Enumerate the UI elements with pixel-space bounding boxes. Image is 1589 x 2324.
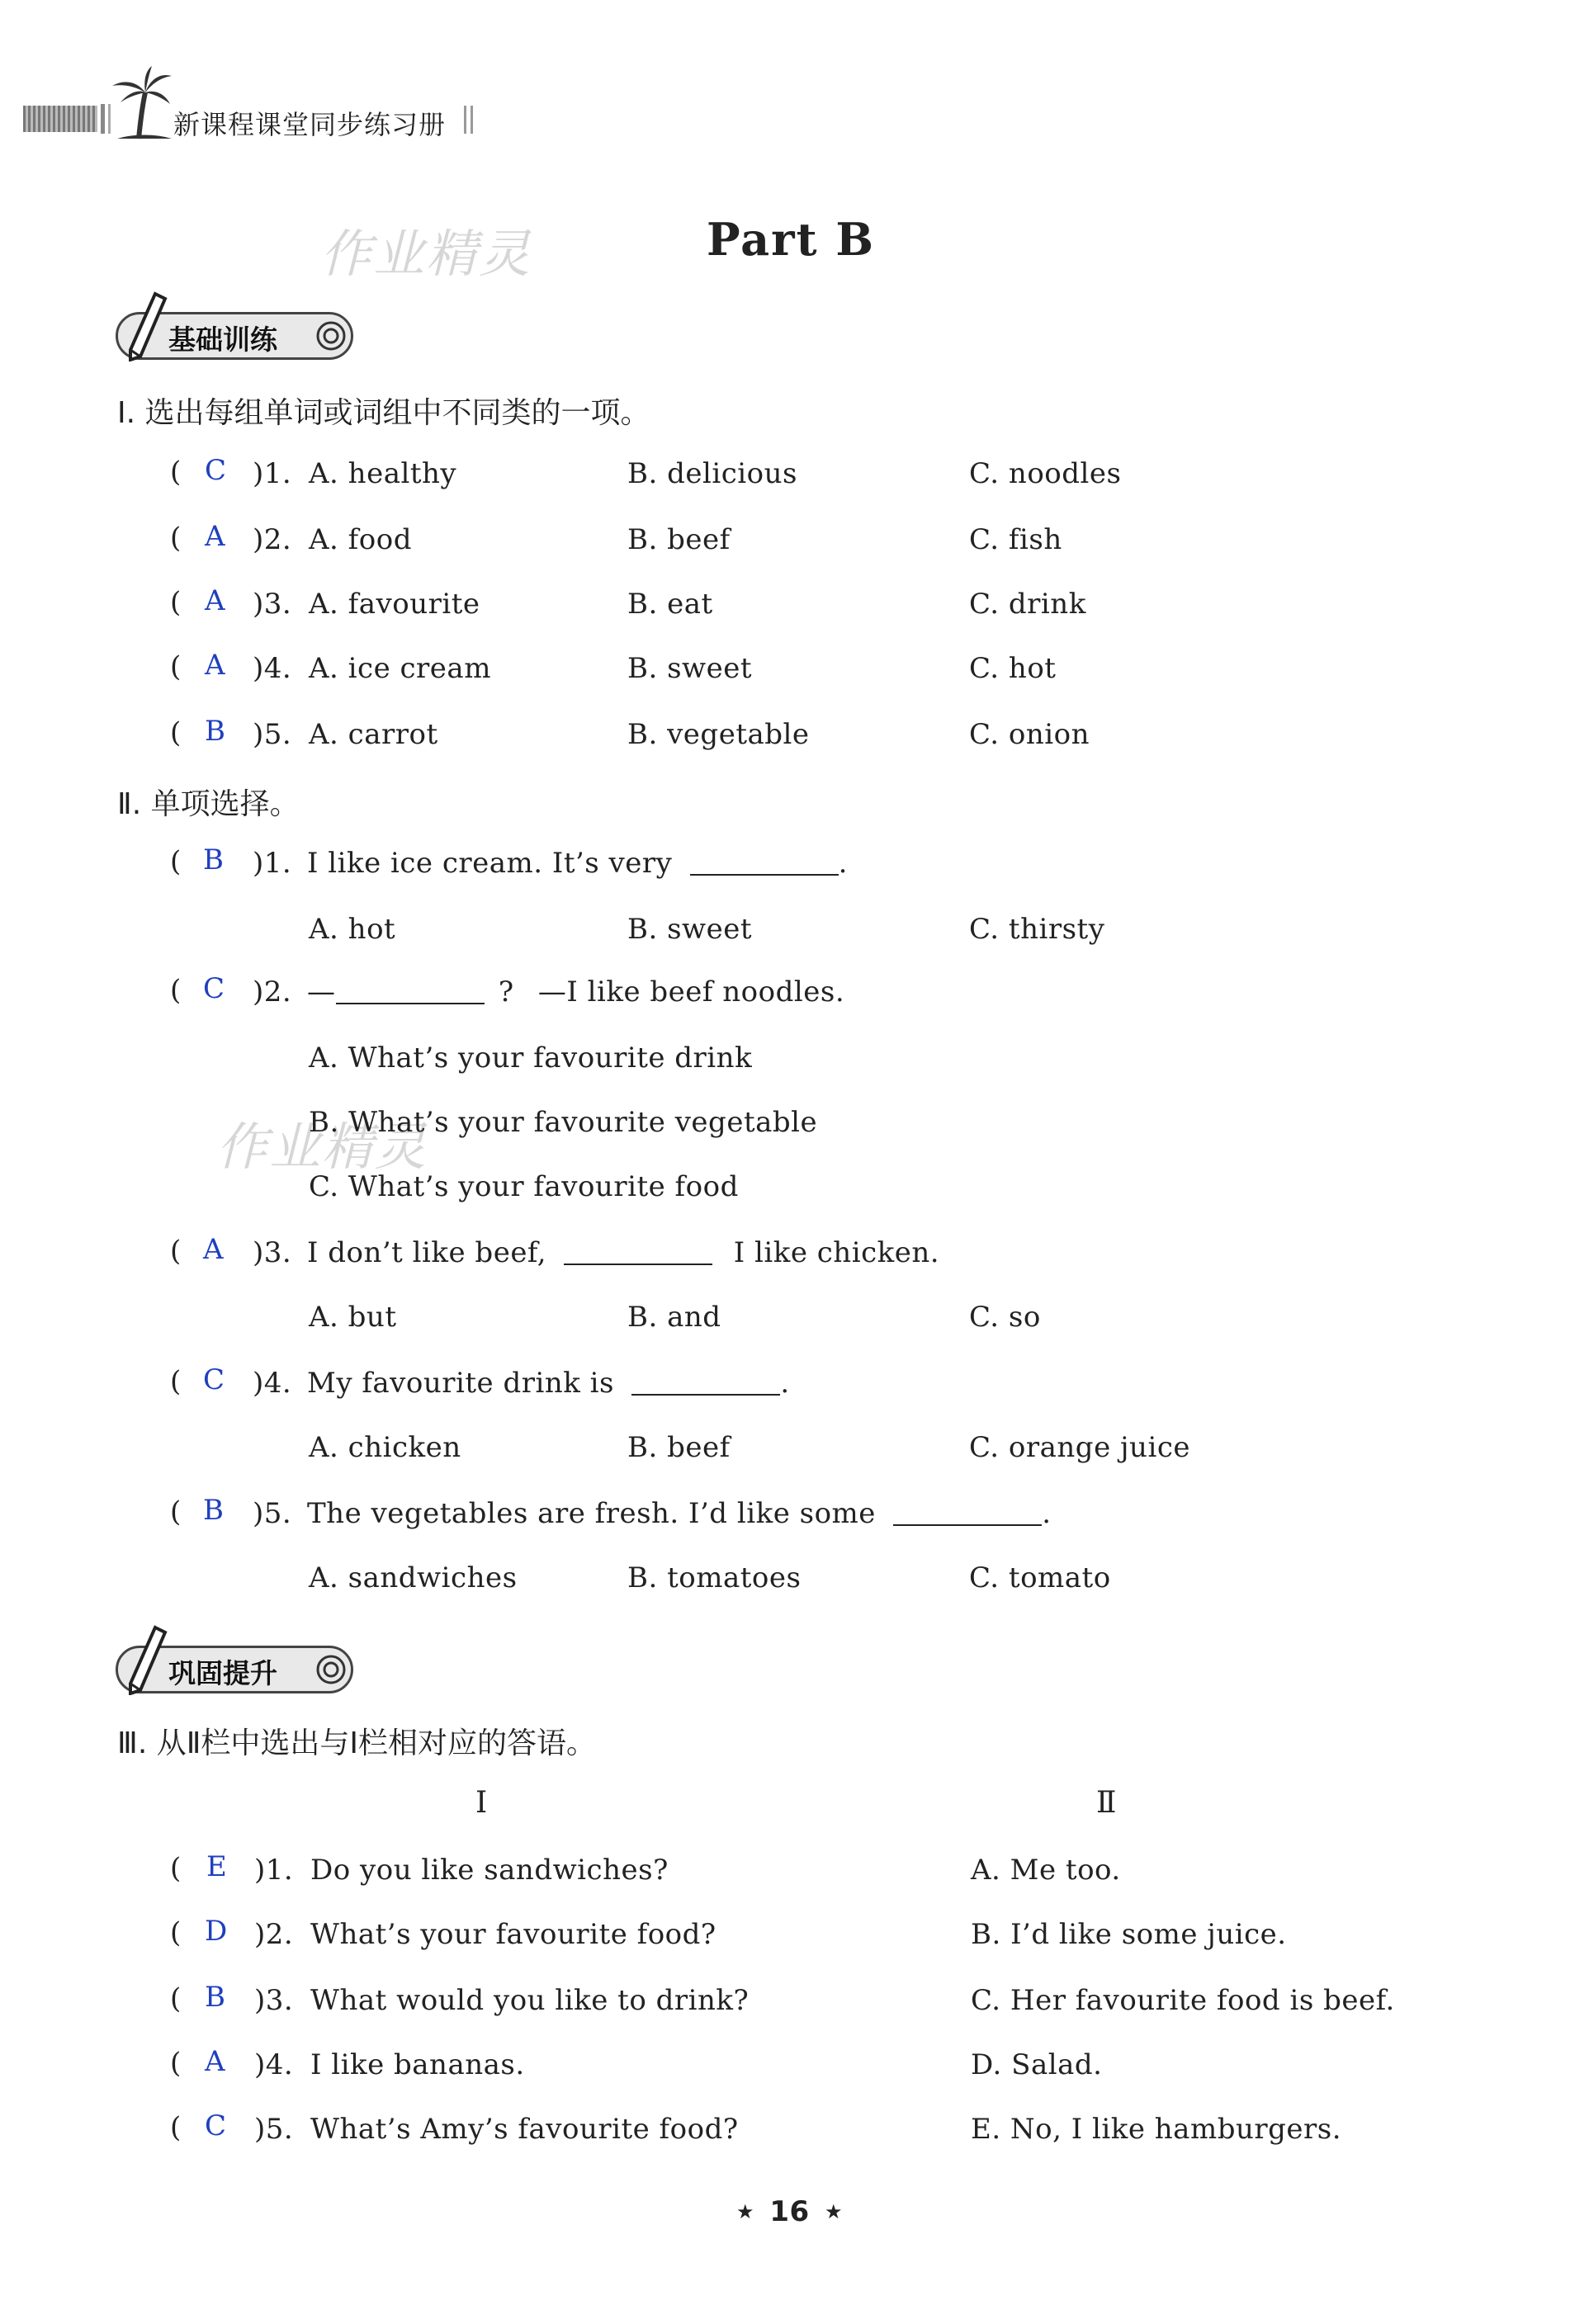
answer-paren-open: ( xyxy=(170,456,182,489)
question-number: )5. xyxy=(253,718,292,751)
answer-letter: A xyxy=(205,2045,225,2078)
answer-letter: A xyxy=(205,520,225,553)
answer-paren-open: ( xyxy=(170,1235,182,1268)
option-c: C. tomato xyxy=(969,1561,1111,1594)
match-question: I like bananas. xyxy=(310,2048,525,2081)
question-number: )2. xyxy=(254,1918,294,1951)
option-b: B. beef xyxy=(627,1431,731,1464)
answer-paren-open: ( xyxy=(170,2047,182,2080)
answer-paren-open: ( xyxy=(170,522,182,555)
question-text: The vegetables are fresh. I’d like some xyxy=(307,1497,876,1530)
section-badge-label: 基础训练 xyxy=(168,324,277,356)
answer-blank xyxy=(336,978,485,1004)
header-separator-left xyxy=(101,104,105,134)
question-number: )3. xyxy=(254,1984,294,2017)
option-c: C. hot xyxy=(969,652,1057,685)
question-number: )4. xyxy=(254,2048,294,2081)
option-a: A. What’s your favourite drink xyxy=(309,1042,753,1075)
answer-letter: A xyxy=(205,584,225,617)
question-text: I like ice cream. It’s very xyxy=(307,847,673,880)
page-number xyxy=(736,2195,843,2228)
question-number: )1. xyxy=(254,1854,294,1887)
question-number: )1. xyxy=(253,847,292,880)
option-b: B. vegetable xyxy=(627,718,810,751)
header-title: 新课程课堂同步练习册 xyxy=(173,109,447,140)
option-a: A. healthy xyxy=(309,457,457,490)
section-heading: Ⅰ. 选出每组单词或词组中不同类的一项。 xyxy=(117,396,650,430)
option-c: C. so xyxy=(969,1301,1041,1334)
match-question: What’s Amy’s favourite food? xyxy=(310,2113,739,2146)
question-number: )4. xyxy=(253,652,292,685)
answer-blank xyxy=(893,1500,1042,1526)
option-b: B. tomatoes xyxy=(627,1561,802,1594)
option-b: B. eat xyxy=(627,588,713,621)
header-separator-right xyxy=(464,106,466,134)
question-text: My favourite drink is xyxy=(307,1367,614,1400)
answer-letter: A xyxy=(203,1233,224,1266)
palm-tree-icon xyxy=(109,64,173,140)
match-option: A. Me too. xyxy=(971,1854,1121,1887)
pencil-icon xyxy=(122,290,168,361)
answer-paren-open: ( xyxy=(170,2111,182,2144)
option-c: C. noodles xyxy=(969,457,1122,490)
answer-paren-open: ( xyxy=(170,974,182,1007)
watermark: 作业精灵 xyxy=(216,1117,428,1177)
question-stem xyxy=(307,975,844,1008)
answer-paren-open: ( xyxy=(170,1365,182,1398)
question-stem xyxy=(307,1497,1052,1530)
match-option: C. Her favourite food is beef. xyxy=(971,1984,1395,2017)
question-end: . xyxy=(838,847,848,880)
question-number: )4. xyxy=(253,1367,292,1400)
question-text: —I like beef noodles. xyxy=(537,975,845,1008)
question-number: )5. xyxy=(253,1497,292,1530)
question-end: . xyxy=(780,1367,790,1400)
answer-letter: B xyxy=(205,715,225,748)
question-stem xyxy=(307,1236,939,1269)
question-number: )2. xyxy=(253,975,292,1008)
answer-paren-open: ( xyxy=(170,845,182,878)
option-c: C. drink xyxy=(969,588,1086,621)
answer-blank xyxy=(564,1239,712,1265)
question-number: )5. xyxy=(254,2113,294,2146)
part-title: Part B xyxy=(707,213,875,266)
option-c: C. orange juice xyxy=(969,1431,1190,1464)
answer-blank xyxy=(631,1369,780,1396)
column-header-2: Ⅱ xyxy=(1096,1786,1117,1820)
header-bar xyxy=(23,106,97,132)
answer-letter: C xyxy=(203,972,225,1005)
option-b: B. What’s your favourite vegetable xyxy=(309,1106,818,1139)
question-end: . xyxy=(1042,1497,1052,1530)
option-b: B. sweet xyxy=(627,913,753,946)
option-b: B. and xyxy=(627,1301,721,1334)
question-number: )2. xyxy=(253,523,292,556)
header-separator-right-2 xyxy=(471,106,473,134)
option-b: B. beef xyxy=(627,523,731,556)
target-icon xyxy=(315,320,347,352)
answer-letter: D xyxy=(205,1915,228,1948)
option-b: B. delicious xyxy=(627,457,797,490)
answer-letter: E xyxy=(206,1850,227,1883)
question-end: I like chicken. xyxy=(733,1236,940,1269)
answer-letter: C xyxy=(205,2109,227,2142)
match-question: What would you like to drink? xyxy=(310,1984,750,2017)
match-option: D. Salad. xyxy=(971,2048,1103,2081)
match-option: E. No, I like hamburgers. xyxy=(971,2113,1342,2146)
star-icon: ★ xyxy=(736,2200,755,2223)
answer-paren-open: ( xyxy=(170,1852,182,1885)
column-header-1: Ⅰ xyxy=(475,1786,488,1820)
option-a: A. but xyxy=(309,1301,397,1334)
question-number: )3. xyxy=(253,588,292,621)
answer-paren-open: ( xyxy=(170,1495,182,1528)
option-c: C. onion xyxy=(969,718,1090,751)
option-a: A. chicken xyxy=(309,1431,461,1464)
option-a: A. ice cream xyxy=(309,652,491,685)
answer-letter: C xyxy=(205,454,227,487)
watermark: 作业精灵 xyxy=(320,224,532,284)
answer-letter: C xyxy=(203,1363,225,1396)
question-stem xyxy=(307,1367,790,1400)
option-a: A. sandwiches xyxy=(309,1561,518,1594)
answer-letter: B xyxy=(203,1494,224,1527)
match-question: What’s your favourite food? xyxy=(310,1918,716,1951)
match-question: Do you like sandwiches? xyxy=(310,1854,669,1887)
dash: — xyxy=(307,975,336,1008)
answer-paren-open: ( xyxy=(170,1916,182,1949)
question-mark: ? xyxy=(498,975,514,1008)
option-b: B. sweet xyxy=(627,652,753,685)
answer-letter: B xyxy=(203,843,224,876)
option-a: A. favourite xyxy=(309,588,480,621)
answer-blank xyxy=(690,849,839,876)
section-heading: Ⅲ. 从Ⅱ栏中选出与Ⅰ栏相对应的答语。 xyxy=(117,1726,597,1760)
option-a: A. food xyxy=(309,523,412,556)
option-a: A. hot xyxy=(309,913,396,946)
answer-paren-open: ( xyxy=(170,586,182,619)
answer-paren-open: ( xyxy=(170,716,182,749)
section-heading: Ⅱ. 单项选择。 xyxy=(117,787,300,821)
answer-paren-open: ( xyxy=(170,1982,182,2015)
question-text: I don’t like beef, xyxy=(307,1236,547,1269)
option-c: C. What’s your favourite food xyxy=(309,1170,739,1203)
question-number: )3. xyxy=(253,1236,292,1269)
section-badge-label: 巩固提升 xyxy=(168,1657,277,1689)
pencil-icon xyxy=(122,1624,168,1695)
answer-paren-open: ( xyxy=(170,650,182,683)
answer-letter: B xyxy=(205,1981,225,2014)
star-icon: ★ xyxy=(825,2200,844,2223)
match-option: B. I’d like some juice. xyxy=(971,1918,1287,1951)
page-number-value: 16 xyxy=(769,2195,810,2228)
question-number: )1. xyxy=(253,457,292,490)
option-c: C. thirsty xyxy=(969,913,1105,946)
question-stem xyxy=(307,847,848,880)
option-c: C. fish xyxy=(969,523,1062,556)
target-icon xyxy=(315,1654,347,1685)
answer-letter: A xyxy=(205,649,225,682)
option-a: A. carrot xyxy=(309,718,438,751)
